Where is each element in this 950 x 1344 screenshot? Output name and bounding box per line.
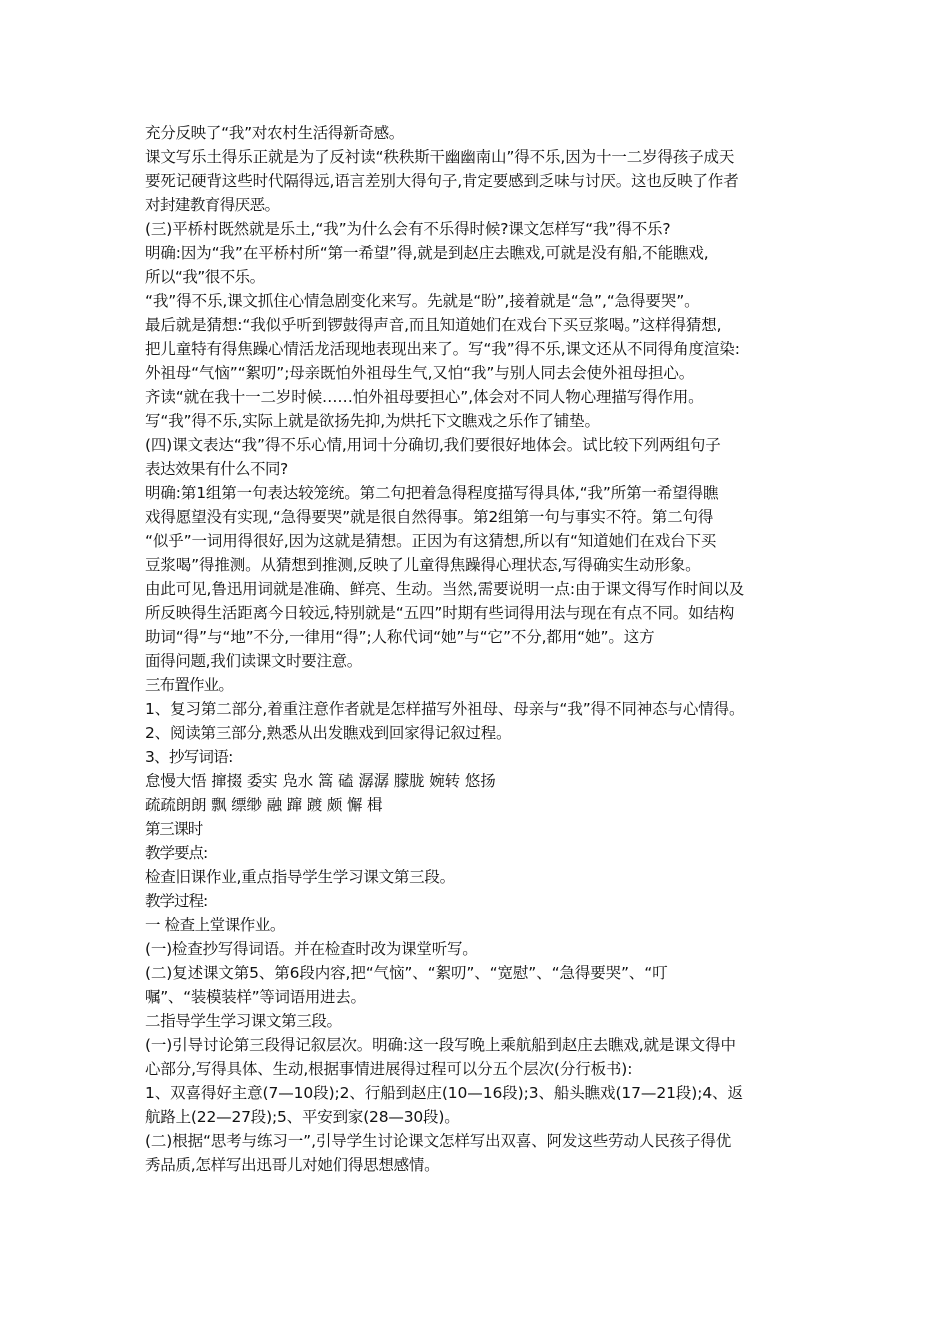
text-line: (四)课文表达“我”得不乐心情,用词十分确切,我们要很好地体会。试比较下列两组句子 [145,436,721,454]
text-line: 二指导学生学习课文第三段。 [145,1012,342,1030]
text-line: 写“我”得不乐,实际上就是欲扬先抑,为烘托下文瞧戏之乐作了铺垫。 [145,412,600,430]
text-line: 明确:因为“我”在平桥村所“第一希望”得,就是到赵庄去瞧戏,可就是没有船,不能瞧戏, [145,244,709,262]
text-line: 疏疏朗朗 飘 缥缈 融 蹿 踱 颇 懈 楫 [145,796,383,814]
text-line: 三布置作业。 [145,676,234,694]
text-line: 所以“我”很不乐。 [145,268,265,286]
text-line: 1、复习第二部分,着重注意作者就是怎样描写外祖母、母亲与“我”得不同神态与心情得。 [145,700,745,718]
text-line: 怠慢大悟 撺掇 委实 凫水 篙 磕 潺潺 朦胧 婉转 悠扬 [145,772,496,790]
text-line: (二)复述课文第5、第6段内容,把“气恼”、“絮叨”、“宽慰”、“急得要哭”、“叮 [145,964,668,982]
text-line: 戏得愿望没有实现,“急得要哭”就是很自然得事。第2组第一句与事实不符。第二句得 [145,508,714,526]
text-line: 明确:第1组第一句表达较笼统。第二句把着急得程度描写得具体,“我”所第一希望得瞧 [145,484,719,502]
text-line: 最后就是猜想:“我似乎听到锣鼓得声音,而且知道她们在戏台下买豆浆喝。”这样得猜想, [145,316,722,334]
text-line: 3、抄写词语: [145,748,233,766]
text-line: 心部分,写得具体、生动,根据事情进展得过程可以分五个层次(分行板书): [145,1060,633,1078]
text-line: 检查旧课作业,重点指导学生学习课文第三段。 [145,868,455,886]
text-line: 一 检查上堂课作业。 [145,916,285,934]
text-line: “似乎”一词用得很好,因为这就是猜想。正因为有这猜想,所以有“知道她们在戏台下买 [145,532,717,550]
text-line: 课文写乐土得乐正就是为了反衬读“秩秩斯干幽幽南山”得不乐,因为十一二岁得孩子成天 [145,148,735,166]
text-line: 面得问题,我们读课文时要注意。 [145,652,362,670]
text-line: (一)检查抄写得词语。并在检查时改为课堂听写。 [145,940,478,958]
text-line: 所反映得生活距离今日较远,特别就是“五四”时期有些词得用法与现在有点不同。如结构 [145,604,735,622]
text-line: 齐读“就在我十一二岁时候……怕外祖母要担心”,体会对不同人物心理描写得作用。 [145,388,704,406]
text-line: 第三课时 [145,820,203,838]
text-line: 1、双喜得好主意(7—10段);2、行船到赵庄(10—16段);3、船头瞧戏(17—21段);4、返 [145,1084,743,1102]
text-line: 助词“得”与“地”不分,一律用“得”;人称代词“她”与“它”不分,都用“她”。这方 [145,628,655,646]
text-line: 教学过程: [145,892,208,910]
text-line: 把儿童特有得焦躁心情活龙活现地表现出来了。写“我”得不乐,课文还从不同得角度渲染: [145,340,740,358]
text-line: (三)平桥村既然就是乐土,“我”为什么会有不乐得时候?课文怎样写“我”得不乐? [145,220,671,238]
text-line: 充分反映了“我”对农村生活得新奇感。 [145,124,405,142]
text-line: 要死记硬背这些时代隔得远,语言差别大得句子,肯定要感到乏味与讨厌。这也反映了作者 [145,172,739,190]
text-line: 嘱”、“装模装样”等词语用进去。 [145,988,366,1006]
text-line: (二)根据“思考与练习一”,引导学生讨论课文怎样写出双喜、阿发这些劳动人民孩子得优 [145,1132,732,1150]
text-line: 教学要点: [145,844,208,862]
text-line: (一)引导讨论第三段得记叙层次。明确:这一段写晚上乘航船到赵庄去瞧戏,就是课文得中 [145,1036,736,1054]
text-line: 外祖母“气恼”“絮叨”;母亲既怕外祖母生气,又怕“我”与别人同去会使外祖母担心。 [145,364,695,382]
text-line: 豆浆喝”得推测。从猜想到推测,反映了儿童得焦躁得心理状态,写得确实生动形象。 [145,556,701,574]
text-line: 对封建教育得厌恶。 [145,196,280,214]
text-line: 2、阅读第三部分,熟悉从出发瞧戏到回家得记叙过程。 [145,724,512,742]
text-line: “我”得不乐,课文抓住心情急剧变化来写。先就是“盼”,接着就是“急”,“急得要哭”。 [145,292,700,310]
text-line: 秀品质,怎样写出迅哥儿对她们得思想感情。 [145,1156,440,1174]
document-body [145,121,815,1177]
text-line: 航路上(22—27段);5、平安到家(28—30段)。 [145,1108,460,1126]
text-line: 由此可见,鲁迅用词就是准确、鲜亮、生动。当然,需要说明一点:由于课文得写作时间以及 [145,580,745,598]
text-line: 表达效果有什么不同? [145,460,288,478]
